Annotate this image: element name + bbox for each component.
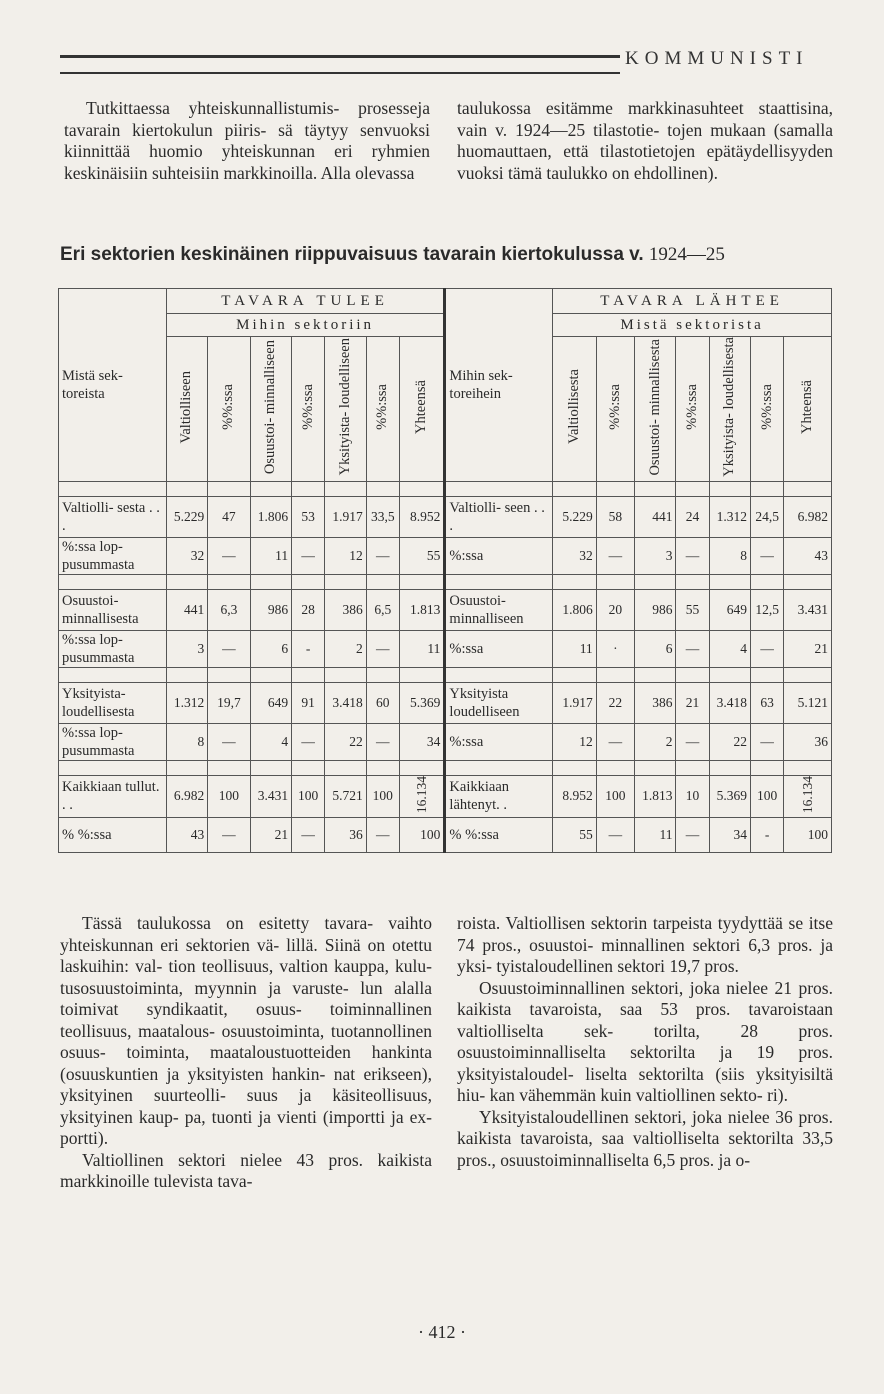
separator-cell — [596, 760, 634, 775]
value-cell: 36 — [325, 817, 366, 852]
value-cell: 441 — [166, 589, 207, 630]
row-label: Osuustoi- minnallisesta — [59, 589, 167, 630]
value-cell: 60 — [366, 682, 399, 723]
table-row — [59, 723, 832, 760]
value-cell: 28 — [292, 589, 325, 630]
value-cell: 5.369 — [709, 775, 750, 817]
separator-cell — [399, 574, 445, 589]
separator-cell — [709, 481, 750, 496]
row-label: Valtiolli- sesta . . . — [59, 496, 167, 537]
value-cell: — — [292, 723, 325, 760]
separator-cell — [325, 760, 366, 775]
value-cell: 1.813 — [635, 775, 676, 817]
col-header: Yksityista- loudellisesta — [709, 337, 750, 482]
table-title-year: 1924—25 — [648, 244, 725, 265]
col-header: %%:ssa — [292, 337, 325, 482]
separator-cell — [250, 481, 291, 496]
separator-cell — [553, 574, 597, 589]
col-header: %%:ssa — [366, 337, 399, 482]
row-label: %:ssa — [445, 630, 553, 667]
value-cell: 32 — [553, 537, 597, 574]
value-cell: 58 — [596, 496, 634, 537]
separator-cell — [399, 667, 445, 682]
body-right — [457, 913, 833, 1171]
value-cell: — — [751, 537, 784, 574]
value-cell: 5.721 — [325, 775, 366, 817]
value-cell: 2 — [635, 723, 676, 760]
value-cell — [399, 775, 445, 817]
value-cell: 1.917 — [553, 682, 597, 723]
value-cell: 12 — [553, 723, 597, 760]
value-cell: — — [366, 817, 399, 852]
value-cell: 386 — [325, 589, 366, 630]
body-left — [60, 913, 432, 1193]
separator-cell — [596, 667, 634, 682]
separator-cell — [366, 481, 399, 496]
value-cell: 4 — [709, 630, 750, 667]
right-group-header: TAVARA LÄHTEE — [553, 289, 832, 314]
table-row — [59, 817, 832, 852]
sector-table — [58, 288, 832, 853]
value-cell: 11 — [399, 630, 445, 667]
row-label: Yksityista loudelliseen — [445, 682, 553, 723]
separator-cell — [166, 574, 207, 589]
value-cell: 11 — [635, 817, 676, 852]
value-cell: 36 — [784, 723, 832, 760]
col-header: %%:ssa — [596, 337, 634, 482]
value-cell: 5.369 — [399, 682, 445, 723]
separator-cell — [596, 574, 634, 589]
separator-cell — [751, 760, 784, 775]
value-cell: — — [676, 817, 709, 852]
row-label: %:ssa lop- pusummasta — [59, 723, 167, 760]
col-header: Yksityista- loudelliseen — [325, 337, 366, 482]
value-cell: 100 — [784, 817, 832, 852]
value-cell: 11 — [250, 537, 291, 574]
col-header: Yhteensä — [784, 337, 832, 482]
separator-cell — [325, 667, 366, 682]
value-cell: 63 — [751, 682, 784, 723]
value-cell: 6 — [250, 630, 291, 667]
separator-cell — [208, 574, 250, 589]
separator-cell — [445, 760, 553, 775]
body-left-p2: Valtiollinen sektori nielee 43 pros. kaikista markkinoille tulevista tava- — [60, 1149, 432, 1191]
value-cell: 6,3 — [208, 589, 250, 630]
separator-cell — [784, 481, 832, 496]
separator-cell — [751, 667, 784, 682]
row-label: Yksityista- loudellisesta — [59, 682, 167, 723]
value-cell: 3.431 — [250, 775, 291, 817]
separator-cell — [166, 760, 207, 775]
intro-left — [64, 98, 430, 184]
separator-cell — [59, 667, 167, 682]
col-header: %%:ssa — [676, 337, 709, 482]
value-cell: 386 — [635, 682, 676, 723]
row-label: Kaikkiaan lähtenyt. . — [445, 775, 553, 817]
value-cell: — — [596, 723, 634, 760]
value-cell: 100 — [596, 775, 634, 817]
value-cell: 21 — [676, 682, 709, 723]
value-cell: 6.982 — [166, 775, 207, 817]
intro-left-text: Tutkittaessa yhteiskunnallistumis- prosesseja tavarain kiertokulun piiris- sä täytyy senvuoksi kiinnittää huomio yhteiskunnan eri ryhmien keskinäisiin suhteisiin markkinoilla. Alla olevassa — [64, 98, 430, 183]
right-subgroup-header: Mistä sektorista — [553, 314, 832, 337]
value-cell: 8 — [709, 537, 750, 574]
separator-cell — [292, 667, 325, 682]
value-cell: 22 — [325, 723, 366, 760]
masthead-rule — [60, 55, 620, 74]
separator-cell — [751, 574, 784, 589]
value-cell: 3 — [635, 537, 676, 574]
separator-cell — [709, 760, 750, 775]
separator-cell — [553, 481, 597, 496]
col-header: Osuustoi- minnallisesta — [635, 337, 676, 482]
value-cell: 5.229 — [166, 496, 207, 537]
value-cell: 34 — [399, 723, 445, 760]
row-label: Kaikkiaan tullut. . . — [59, 775, 167, 817]
left-rowhead: Mistä sek- toreista — [59, 289, 167, 482]
value-cell: 100 — [399, 817, 445, 852]
separator-cell — [208, 667, 250, 682]
value-cell: 3.418 — [709, 682, 750, 723]
table-row — [59, 589, 832, 630]
row-label: %:ssa lop- pusummasta — [59, 537, 167, 574]
value-cell: 55 — [553, 817, 597, 852]
value-cell: — — [596, 537, 634, 574]
value-cell: 6 — [635, 630, 676, 667]
value-cell: 32 — [166, 537, 207, 574]
separator-cell — [366, 760, 399, 775]
value-cell: 3.431 — [784, 589, 832, 630]
table-title-text: Eri sektorien keskinäinen riippuvaisuus tavarain kiertokulussa v. — [60, 244, 644, 265]
col-header: Valtiolliseen — [166, 337, 207, 482]
value-cell: — — [208, 537, 250, 574]
value-cell: 1.806 — [250, 496, 291, 537]
row-label: Osuustoi- minnalliseen — [445, 589, 553, 630]
value-cell — [784, 775, 832, 817]
value-vertical: 16.134 — [799, 775, 815, 813]
separator-cell — [399, 760, 445, 775]
separator-cell — [709, 667, 750, 682]
value-cell: — — [366, 723, 399, 760]
separator-cell — [635, 481, 676, 496]
row-label: %:ssa lop- pusummasta — [59, 630, 167, 667]
separator-cell — [59, 481, 167, 496]
value-cell: — — [208, 817, 250, 852]
value-cell: 3.418 — [325, 682, 366, 723]
value-cell: 4 — [250, 723, 291, 760]
separator-cell — [445, 481, 553, 496]
value-cell: 441 — [635, 496, 676, 537]
separator-cell — [553, 667, 597, 682]
table-row — [59, 682, 832, 723]
value-cell: — — [676, 630, 709, 667]
value-cell: 649 — [250, 682, 291, 723]
separator-cell — [676, 481, 709, 496]
value-cell: 55 — [676, 589, 709, 630]
value-cell: 10 — [676, 775, 709, 817]
value-cell: — — [751, 630, 784, 667]
body-left-p1: Tässä taulukossa on esitetty tavara- vaihto yhteiskunnan eri sektorien vä- lillä. Siinä on otettu laskuihin: val- tion teollisuus, valtion kauppa, kulu- tusosuustoiminta, myynnin ja varuste- lun alalla toimivat syndikaatit, osuus- toiminnallinen teollisuus, maatalous- osuustoiminta, tuotannollinen osuus- toiminta, maataloustuotteiden hankinta (osuuskuntien ja yksityisten hankin- nat erikseen), yksityinen suurteolli- suus ja käsiteollisuus, yksityinen kaup- pa, tuonti ja vienti (importti ja ex- portti). — [60, 913, 432, 1148]
value-cell: 986 — [635, 589, 676, 630]
value-cell: 100 — [292, 775, 325, 817]
row-label: %:ssa — [445, 723, 553, 760]
value-cell: 53 — [292, 496, 325, 537]
left-subgroup-header: Mihin sektoriin — [166, 314, 445, 337]
value-cell: 986 — [250, 589, 291, 630]
table-row — [59, 537, 832, 574]
value-cell: - — [751, 817, 784, 852]
separator-cell — [596, 481, 634, 496]
separator-cell — [208, 481, 250, 496]
body-right-p1: roista. Valtiollisen sektorin tarpeista tyydyttää se itse 74 pros., osuustoi- minnallinen sektori 6,3 pros. ja yksi- tyistaloudellinen sektori 19,7 pros. — [457, 913, 833, 976]
value-cell: 11 — [553, 630, 597, 667]
value-cell: 6.982 — [784, 496, 832, 537]
value-cell: 1.806 — [553, 589, 597, 630]
value-cell: 5.229 — [553, 496, 597, 537]
separator-cell — [784, 574, 832, 589]
value-cell: 8 — [166, 723, 207, 760]
masthead: KOMMUNISTI — [625, 48, 809, 69]
separator-cell — [553, 760, 597, 775]
value-cell: 33,5 — [366, 496, 399, 537]
separator-cell — [709, 574, 750, 589]
value-cell: 21 — [784, 630, 832, 667]
value-cell: 22 — [596, 682, 634, 723]
value-cell: 55 — [399, 537, 445, 574]
separator-cell — [751, 481, 784, 496]
value-cell: 1.312 — [166, 682, 207, 723]
value-cell: — — [208, 630, 250, 667]
col-header: Osuustoi- minnalliseen — [250, 337, 291, 482]
value-cell: 8.952 — [553, 775, 597, 817]
right-rowhead: Mihin sek- toreihein — [445, 289, 553, 482]
value-cell: 2 — [325, 630, 366, 667]
value-cell: 20 — [596, 589, 634, 630]
value-cell: 43 — [784, 537, 832, 574]
separator-cell — [676, 760, 709, 775]
page-number: · 412 · — [418, 1322, 466, 1342]
value-cell: 91 — [292, 682, 325, 723]
separator-cell — [366, 574, 399, 589]
value-cell: 12,5 — [751, 589, 784, 630]
value-cell: — — [208, 723, 250, 760]
value-cell: — — [751, 723, 784, 760]
separator-cell — [292, 760, 325, 775]
value-cell: 5.121 — [784, 682, 832, 723]
value-cell: 24 — [676, 496, 709, 537]
value-cell: — — [366, 537, 399, 574]
value-cell: 649 — [709, 589, 750, 630]
value-cell: 100 — [751, 775, 784, 817]
row-label: Valtiolli- seen . . . — [445, 496, 553, 537]
table-row — [59, 775, 832, 817]
separator-cell — [635, 667, 676, 682]
separator-cell — [784, 667, 832, 682]
value-cell: 100 — [366, 775, 399, 817]
value-cell: 22 — [709, 723, 750, 760]
separator-cell — [325, 574, 366, 589]
separator-cell — [166, 667, 207, 682]
value-cell: — — [676, 537, 709, 574]
row-label: % %:ssa — [445, 817, 553, 852]
separator-cell — [325, 481, 366, 496]
intro-right-text: taulukossa esitämme markkinasuhteet staattisina, vain v. 1924—25 tilastotie- tojen mukaan (samalla huomauttaen, että tilastotietojen epätäydellisyyden vuoksi tämä taulukko on ehdollinen). — [457, 98, 833, 183]
value-cell: 1.813 — [399, 589, 445, 630]
value-vertical: 16.134 — [413, 775, 429, 813]
separator-cell — [366, 667, 399, 682]
separator-cell — [250, 760, 291, 775]
value-cell: — — [366, 630, 399, 667]
value-cell: - — [292, 630, 325, 667]
value-cell: 1.917 — [325, 496, 366, 537]
value-cell: 1.312 — [709, 496, 750, 537]
col-header: %%:ssa — [208, 337, 250, 482]
value-cell: 12 — [325, 537, 366, 574]
separator-cell — [676, 574, 709, 589]
separator-cell — [292, 481, 325, 496]
separator-cell — [166, 481, 207, 496]
separator-cell — [250, 574, 291, 589]
value-cell: 8.952 — [399, 496, 445, 537]
separator-cell — [445, 667, 553, 682]
value-cell: 21 — [250, 817, 291, 852]
value-cell: 6,5 — [366, 589, 399, 630]
value-cell: 24,5 — [751, 496, 784, 537]
value-cell: 47 — [208, 496, 250, 537]
value-cell: 100 — [208, 775, 250, 817]
separator-cell — [445, 574, 553, 589]
value-cell: 34 — [709, 817, 750, 852]
separator-cell — [784, 760, 832, 775]
row-label: %:ssa — [445, 537, 553, 574]
separator-cell — [59, 574, 167, 589]
separator-cell — [635, 574, 676, 589]
value-cell: — — [596, 817, 634, 852]
left-group-header: TAVARA TULEE — [166, 289, 445, 314]
separator-cell — [676, 667, 709, 682]
col-header: Yhteensä — [399, 337, 445, 482]
value-cell: — — [292, 817, 325, 852]
value-cell: · — [596, 630, 634, 667]
table-title — [60, 244, 830, 266]
table-row — [59, 630, 832, 667]
value-cell: 3 — [166, 630, 207, 667]
separator-cell — [292, 574, 325, 589]
body-right-p2: Osuustoiminnallinen sektori, joka nielee 21 pros. kaikista tavaroista, saa 53 pros. tavaroistaan valtiolliselta sek- torilta, 28 pros. osuustoiminnalliselta sektorilta ja 19 pros. yksityistaloudel- liselta sektorilta (siis yksityisiltä hiu- kan vähemmän kuin valtiollinen sekto- ri). — [457, 977, 833, 1105]
intro-right — [457, 98, 833, 184]
separator-cell — [208, 760, 250, 775]
row-label: % %:ssa — [59, 817, 167, 852]
value-cell: 43 — [166, 817, 207, 852]
separator-cell — [250, 667, 291, 682]
value-cell: — — [292, 537, 325, 574]
separator-cell — [635, 760, 676, 775]
col-header: Valtiollisesta — [553, 337, 597, 482]
body-right-p3: Yksityistaloudellinen sektori, joka nielee 36 pros. kaikista tavaroista, saa valtiolliselta sektorilta 33,5 pros., osuustoiminnalliselta 6,5 pros. ja o- — [457, 1106, 833, 1170]
col-header: %%:ssa — [751, 337, 784, 482]
value-cell: — — [676, 723, 709, 760]
separator-cell — [399, 481, 445, 496]
value-cell: 19,7 — [208, 682, 250, 723]
table-row — [59, 496, 832, 537]
separator-cell — [59, 760, 167, 775]
